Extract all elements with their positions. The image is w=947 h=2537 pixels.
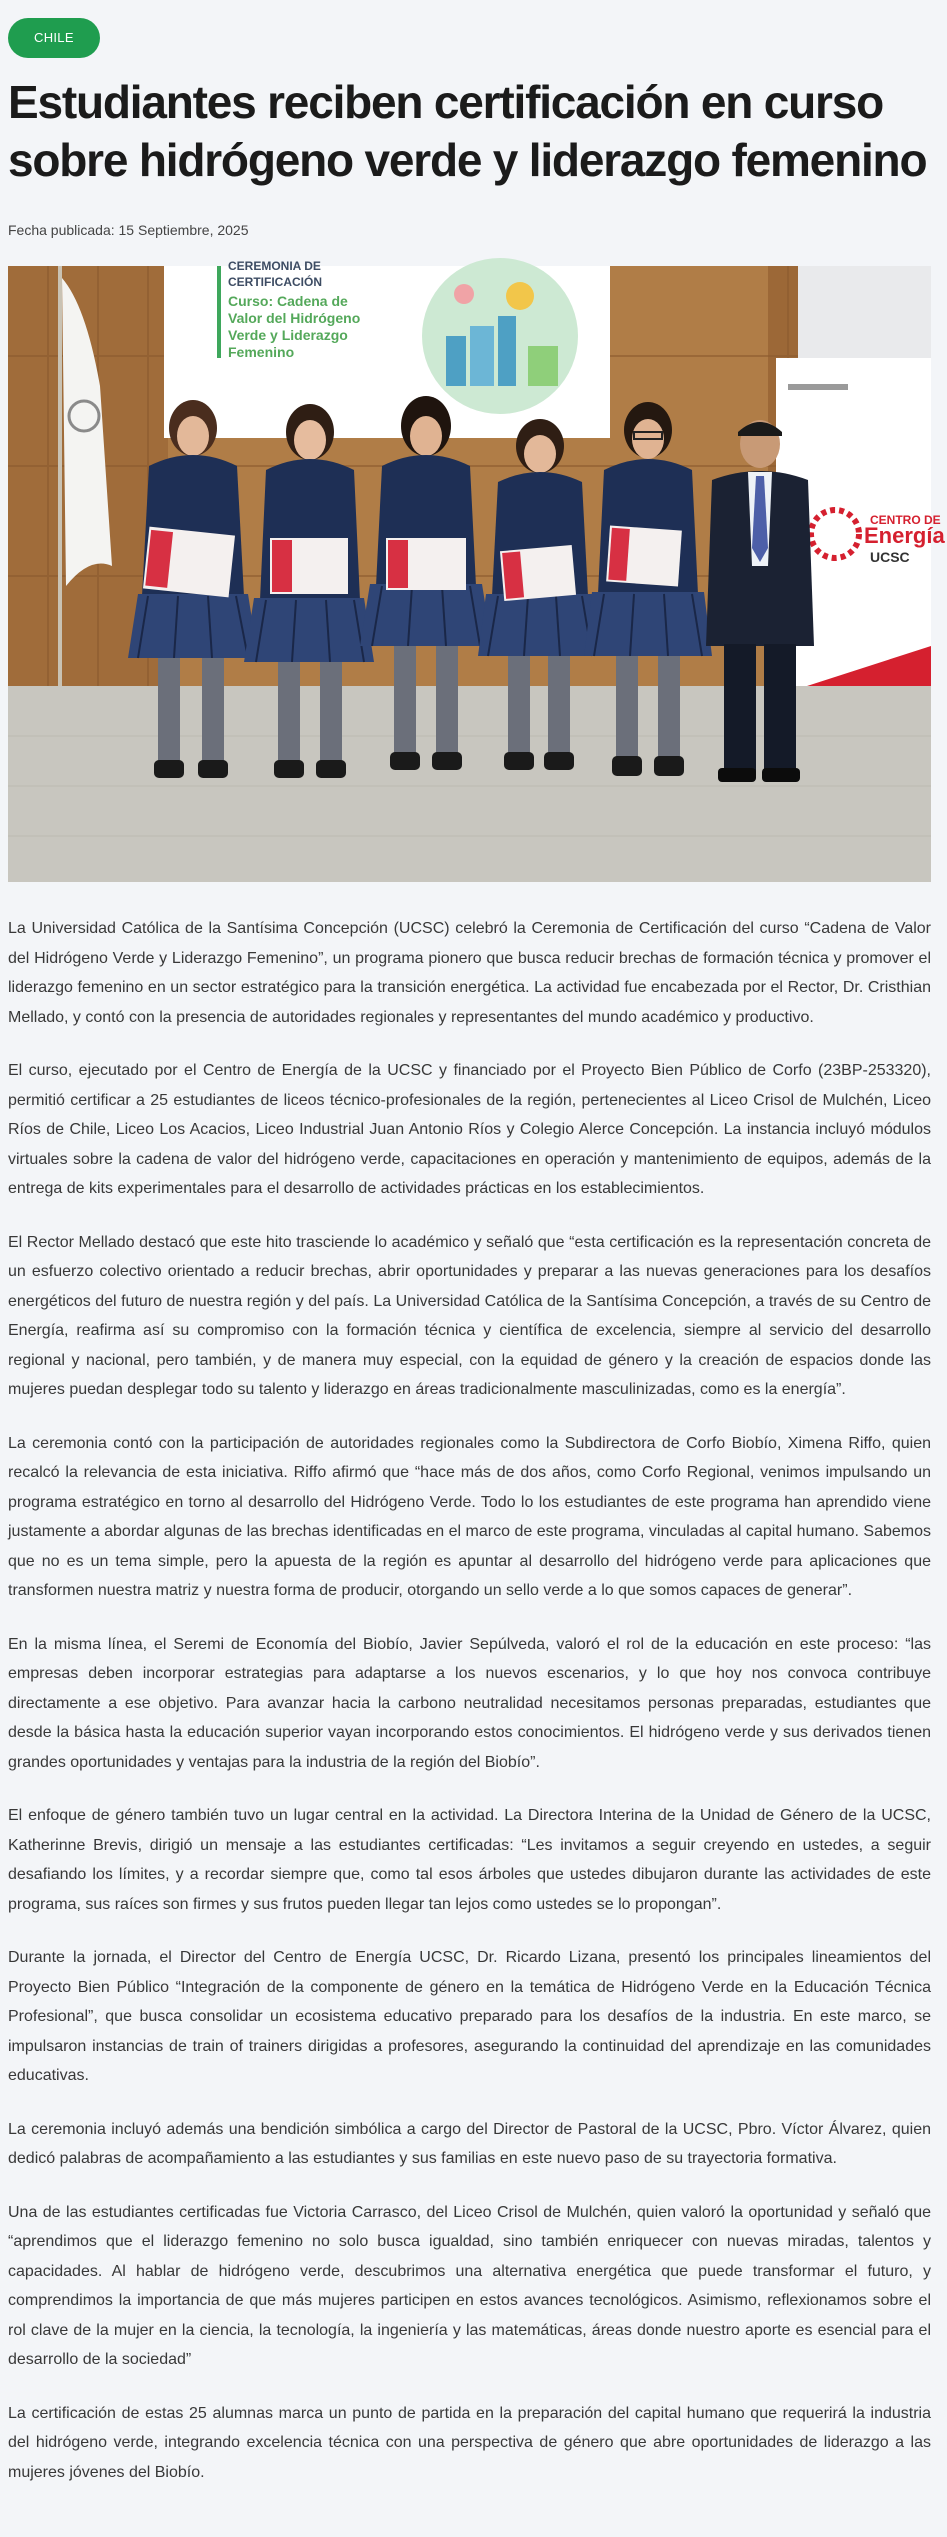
ceremony-photo-illustration bbox=[8, 259, 945, 882]
paragraph: La ceremonia incluyó además una bendición simbólica a cargo del Director de Pastoral de la UCSC, Pbro. Víctor Álvarez, quien dedicó palabras de acompañamiento a las estudiantes y sus familias en este nuevo paso de su trayectoria formativa. bbox=[8, 2120, 931, 2167]
hero-photo bbox=[8, 259, 945, 882]
paragraph: La Universidad Católica de la Santísima Concepción (UCSC) celebró la Ceremonia de Certificación del curso “Cadena de Valor del Hidrógeno Verde y Liderazgo Femenino”, un programa pionero que busca reducir brechas de formación técnica y promover el liderazgo femenino en un sector estratégico para la transición energética. La actividad fue encabezada por el Rector, Dr. Cristhian Mellado, y contó con la presencia de autoridades regionales y representantes del mundo académico y productivo. bbox=[8, 920, 931, 1026]
paragraph: En la misma línea, el Seremi de Economía del Biobío, Javier Sepúlveda, valoró el rol de la educación en este proceso: “las empresas deben incorporar estrategias para adaptarse a los nuevos escenarios, y lo que hoy nos convoca contribuye directamente a ese objetivo. Para avanzar hacia la carbono neutralidad necesitamos personas preparadas, estudiantes que desde la básica hasta la educación superior vayan incorporando estos conocimientos. El hidrógeno verde y sus derivados tienen grandes oportunidades y ventajas para la industria de la región del Biobío”. bbox=[8, 1635, 931, 1771]
paragraph: Durante la jornada, el Director del Centro de Energía UCSC, Dr. Ricardo Lizana, presentó los principales lineamientos del Proyecto Bien Público “Integración de la componente de género en la temática de Hidrógeno Verde en la Educación Técnica Profesional”, que busca consolidar un ecosistema educativo preparado para los desafíos de la industria. En este marco, se impulsaron instancias de train of trainers dirigidas a profesores, asegurando la continuidad del aprendizaje en las comunidades educativas. bbox=[8, 1949, 931, 2084]
paragraph: El Rector Mellado destacó que este hito trasciende lo académico y señaló que “esta certificación es la representación concreta de un esfuerzo colectivo orientado a reducir brechas, abrir oportunidades y preparar a las nuevas generaciones para los desafíos energéticos del futuro de nuestra región y del país. La Universidad Católica de la Santísima Concepción, a través de su Centro de Energía, reafirma así su compromiso con la formación técnica y científica de excelencia, siempre al servicio del desarrollo regional y nacional, pero también, y de manera muy especial, con la equidad de género y la creación de espacios donde las mujeres puedan desplegar todo su talento y liderazgo en áreas tradicionalmente masculinizadas, como es la energía”. bbox=[8, 1233, 931, 1398]
publish-date: Fecha publicada: 15 Septiembre, 2025 bbox=[8, 222, 249, 238]
screen-course-3: Verde y Liderazgo bbox=[228, 327, 348, 343]
screen-course-1: Curso: Cadena de bbox=[228, 293, 348, 309]
screen-course-2: Valor del Hidrógeno bbox=[228, 310, 361, 326]
country-badge[interactable]: CHILE bbox=[8, 18, 100, 58]
banner-brand-text: Energía bbox=[864, 523, 945, 548]
screen-line-2: CERTIFICACIÓN bbox=[228, 275, 322, 289]
screen-course-4: Femenino bbox=[228, 344, 295, 360]
page-title: Estudiantes reciben certificación en curso sobre hidrógeno verde y liderazgo femenino bbox=[8, 76, 927, 186]
article-body bbox=[8, 914, 931, 2511]
paragraph: El curso, ejecutado por el Centro de Energía de la UCSC y financiado por el Proyecto Bien Público de Corfo (23BP-253320), permitió certificar a 25 estudiantes de liceos técnico-profesionales de la región, pertenecientes al Liceo Crisol de Mulchén, Liceo Ríos de Chile, Liceo Los Acacios, Liceo Industrial Juan Antonio Ríos y Colegio Alerce Concepción. La instancia incluyó módulos virtuales sobre la cadena de valor del hidrógeno verde, capacitaciones en operación y mantenimiento de equipos, además de la entrega de kits experimentales para el desarrollo de actividades prácticas en los establecimientos. bbox=[8, 1062, 931, 1197]
paragraph: La certificación de estas 25 alumnas marca un punto de partida en la preparación del capital humano que requerirá la industria del hidrógeno verde, integrando excelencia técnica con una perspectiva de género que abre oportunidades de liderazgo a las mujeres jóvenes del Biobío. bbox=[8, 2404, 931, 2481]
paragraph: Una de las estudiantes certificadas fue Victoria Carrasco, del Liceo Crisol de Mulchén, quien valoró la oportunidad y señaló que “aprendimos que el liderazgo femenino no solo busca igualdad, sino también enriquecer con nuevas miradas, talentos y capacidades. Al hablar de hidrógeno verde, descubrimos una alternativa energética que puede transformar el futuro, y comprendimos la importancia de que más mujeres participen en estos avances tecnológicos. Asimismo, reflexionamos sobre el rol clave de la mujer en la ciencia, la tecnología, la ingeniería y las matemáticas, áreas donde nuestro aporte es esencial para el desarrollo de la sociedad” bbox=[8, 2203, 931, 2368]
paragraph: El enfoque de género también tuvo un lugar central en la actividad. La Directora Interina de la Unidad de Género de la UCSC, Katherinne Brevis, dirigió un mensaje a las estudiantes certificadas: “Les invitamos a seguir creyendo en ustedes, a seguir desafiando los límites, y a recordar siempre que, como tal esos árboles que ustedes dibujaron durante las actividades de este programa, sus raíces son firmes y sus frutos pueden llegar tan lejos como ustedes se lo propongan”. bbox=[8, 1807, 931, 1913]
screen-line-1: CEREMONIA DE bbox=[228, 259, 321, 273]
paragraph: La ceremonia contó con la participación de autoridades regionales como la Subdirectora de Corfo Biobío, Ximena Riffo, quien recalcó la relevancia de esta iniciativa. Riffo afirmó que “hace más de dos años, como Corfo Regional, venimos impulsando un programa estratégico en torno al desarrollo del Hidrógeno Verde. Todo lo los estudiantes de este programa han aprendido viene justamente a abordar algunas de las brechas identificadas en el marco de este programa, vinculadas al capital humano. Sabemos que no es un tema simple, pero la apuesta de la región es apuntar al desarrollo del hidrógeno verde para aplicaciones que transformen nuestra matriz y nuestra forma de producir, otorgando un sello verde a lo que somos capaces de generar”. bbox=[8, 1434, 931, 1599]
banner-ucsc-text: UCSC bbox=[870, 549, 910, 565]
banner-top-text: CENTRO DE bbox=[870, 513, 941, 527]
